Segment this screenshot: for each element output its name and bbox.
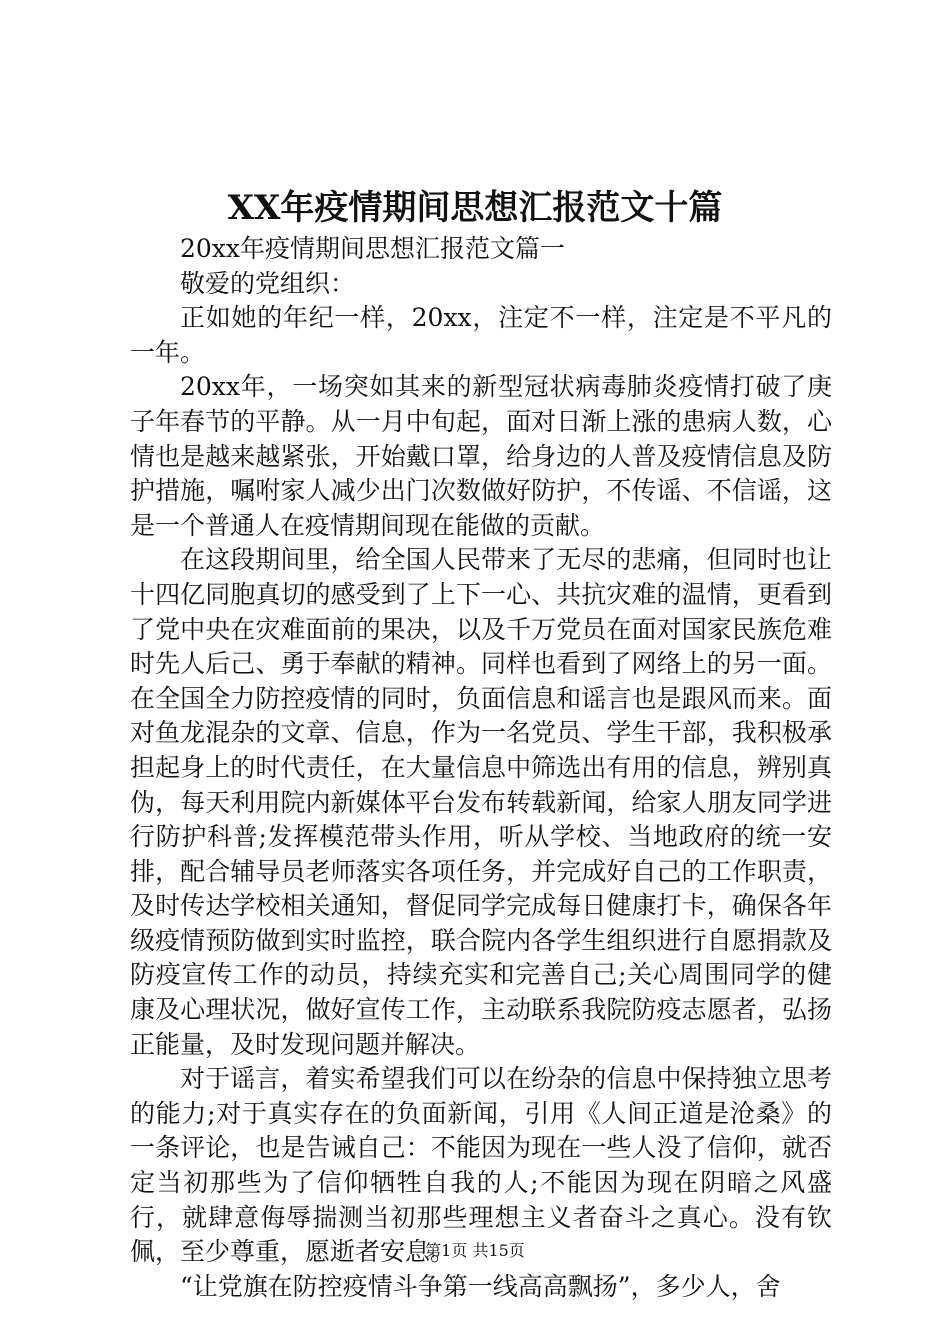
paragraph: 在这段期间里，给全国人民带来了无尽的悲痛，但同时也让十四亿同胞真切的感受到了上下一心、共抗灾难的温情，更看到了党中央在灾难面前的果决，以及千万党员在面对国家民族危难时先人后己、勇于奉献的精神。同样也看到了网络上的另一面。在全国全力防控疫情的同时，负面信息和谣言也是跟风而来。面对鱼龙混杂的文章、信息，作为一名党员、学生干部，我积极承担起身上的时代责任，在大量信息中筛选出有用的信息，辨别真伪，每天利用院内新媒体平台发布转载新闻，给家人朋友同学进行防护科普;发挥模范带头作用，听从学校、当地政府的统一安排，配合辅导员老师落实各项任务，并完成好自己的工作职责，及时传达学校相关通知，督促同学完成每日健康打卡，确保各年级疫情预防做到实时监控，联合院内各学生组织进行自愿捐款及防疫宣传工作的动员，持续充实和完善自己;关心周围同学的健康及心理状况，做好宣传工作，主动联系我院防疫志愿者，弘扬正能量，及时发现问题并解决。 [130,545,832,1059]
paragraph: 20xx年，一场突如其来的新型冠状病毒肺炎疫情打破了庚子年春节的平静。从一月中旬起，面对日渐上涨的患病人数，心情也是越来越紧张，开始戴口罩，给身边的人普及疫情信息及防护措施，嘱咐家人减少出门次数做好防护，不传谣、不信谣，这是一个普通人在疫情期间现在能做的贡献。 [130,372,832,540]
paragraph: 正如她的年纪一样，20xx，注定不一样，注定是不平凡的一年。 [130,303,832,367]
salutation: 敬爱的党组织： [180,268,356,298]
document-title: XX年疫情期间思想汇报范文十篇 [227,188,723,228]
section-heading: 20xx年疫情期间思想汇报范文篇一 [180,234,566,263]
page-number-footer: 第1页 共15页 [425,1241,525,1260]
document-body [130,232,832,1304]
paragraph: 对于谣言，着实希望我们可以在纷杂的信息中保持独立思考的能力;对于真实存在的负面新闻，引用《人间正道是沧桑》的一条评论，也是告诫自己：不能因为现在一些人没了信仰，就否定当初那些为了信仰牺牲自我的人;不能因为现在阴暗之风盛行，就肆意侮辱揣测当初那些理想主义者奋斗之真心。没有钦佩，至少尊重，愿逝者安息。 [130,1064,832,1267]
paragraph: “让党旗在防控疫情斗争第一线高高飘扬”，多少人，舍 [180,1271,781,1301]
